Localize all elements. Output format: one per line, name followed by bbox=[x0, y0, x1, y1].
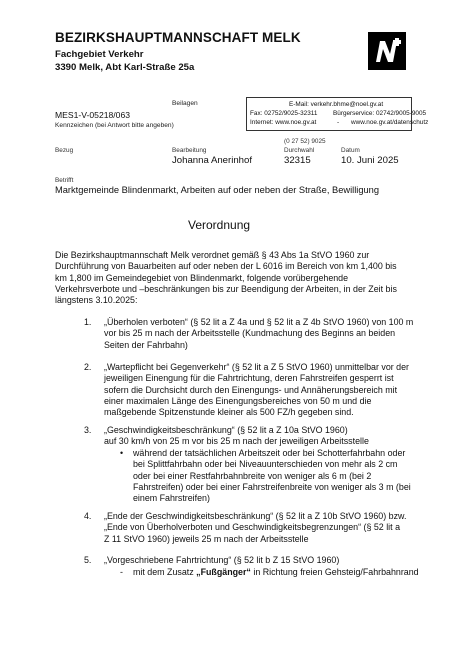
item-line: sofern die Durchsicht durch den Einengungs- und Annäherungsbereich mit bbox=[104, 384, 398, 395]
item-line: maßgebende Spitzenstunde kleiner als 500 FZ/h gegeben sind. bbox=[104, 407, 354, 418]
beilagen-label: Beilagen bbox=[172, 100, 198, 107]
item-line: Seiten der Fahrbahn) bbox=[104, 339, 188, 350]
betrifft-text: Marktgemeinde Blindenmarkt, Arbeiten auf oder neben der Straße, Bewilligung bbox=[55, 185, 380, 195]
document-title: Verordnung bbox=[188, 218, 251, 232]
reference-note: Kennzeichen (bei Antwort bitte angeben) bbox=[55, 122, 174, 129]
contact-citizen-service: Bürgerservice: 02742/9005-9005 bbox=[333, 110, 427, 117]
org-name: BEZIRKSHAUPTMANNSCHAFT MELK bbox=[55, 30, 301, 45]
item-number: 4. bbox=[84, 511, 92, 521]
item-number: 5. bbox=[84, 555, 92, 565]
sub-item-line: während der tatsächlichen Arbeitszeit oder bei Schotterfahrbahn oder bbox=[133, 448, 406, 458]
list-item bbox=[104, 555, 339, 566]
datum-value: 10. Juni 2025 bbox=[341, 155, 399, 166]
item-number: 3. bbox=[84, 425, 92, 435]
list-item bbox=[104, 511, 406, 545]
sub-item-text: in Richtung freien Gehsteig/Fahrbahnrand bbox=[250, 567, 419, 577]
sub-list-item bbox=[133, 567, 419, 578]
noe-logo-icon bbox=[368, 32, 406, 70]
item-line: „Überholen verboten“ (§ 52 lit a Z 4a und § 52 lit a Z 4b StVO 1960) von 100 m bbox=[104, 317, 414, 327]
betrifft-label: Betrifft bbox=[55, 177, 74, 184]
sub-item-line: einem Fahrstreifen) bbox=[133, 493, 210, 504]
item-line: „Wartepflicht bei Gegenverkehr“ (§ 52 lit a Z 5 StVO 1960) unmittelbar vor der bbox=[104, 362, 410, 372]
sub-item-line: Fahrstreifen) oder bei einer Fahrstreifenbreite von weniger als 3 m (bei bbox=[133, 481, 411, 492]
intro-paragraph bbox=[55, 250, 425, 306]
list-item bbox=[104, 317, 413, 351]
department: Fachgebiet Verkehr bbox=[55, 49, 144, 60]
contact-box bbox=[246, 97, 429, 131]
sub-item-line: oder bei einer Restfahrbahnbreite von weniger als 6 m (bei 2 bbox=[133, 470, 372, 481]
item-number: 1. bbox=[84, 317, 92, 327]
sub-list-item bbox=[133, 448, 411, 504]
bezug-label: Bezug bbox=[55, 147, 74, 154]
contact-internet: Internet: www.noe.gv.at bbox=[250, 119, 317, 126]
contact-dash: - bbox=[337, 119, 340, 126]
contact-privacy: www.noe.gv.at/datenschutz bbox=[351, 119, 429, 126]
dash-marker: - bbox=[120, 567, 123, 577]
sub-item-text: mit dem Zusatz bbox=[133, 567, 197, 577]
item-line: „Ende von Überholverboten und Geschwindigkeitsbegrenzungen“ (§ 52 lit a bbox=[104, 522, 401, 533]
item-line: „Ende der Geschwindigkeitsbeschränkung“ (§ 52 lit a Z 10b StVO 1960) bzw. bbox=[104, 511, 407, 521]
list-item bbox=[104, 362, 409, 418]
contact-email: E-Mail: verkehr.bhme@noel.gv.at bbox=[289, 101, 384, 108]
reference-code: MES1-V-05218/063 bbox=[55, 110, 131, 120]
item-line: Z 11 StVO 1960) jeweils 25 m nach der Arbeitsstelle bbox=[104, 533, 309, 544]
item-line: einer maximalen Länge des Einengungsbereiches von 50 m und die bbox=[104, 395, 372, 406]
contact-fax: Fax: 02752/9025-32311 bbox=[250, 110, 318, 117]
item-line: „Vorgeschriebene Fahrtrichtung“ (§ 52 lit b Z 15 StVO 1960) bbox=[104, 555, 340, 565]
org-address: 3390 Melk, Abt Karl-Straße 25a bbox=[55, 62, 195, 73]
intro-line: Die Bezirkshauptmannschaft Melk verordnet gemäß § 43 Abs 1a StVO 1960 zur bbox=[55, 250, 370, 260]
item-number: 2. bbox=[84, 362, 92, 372]
item-line: jeweiligen Einengung für die Fahrtrichtung, deren Fahrstreifen gesperrt ist bbox=[104, 373, 394, 384]
intro-line: km 1,800 im Gemeindegebiet von Blindenmarkt, folgende vorübergehende bbox=[55, 272, 349, 283]
intro-line: Durchführung von Bauarbeiten auf oder neben der L 6016 im Bereich von km 1,400 bis bbox=[55, 261, 397, 272]
item-line: vor bis 25 m nach der Arbeitsstelle (Kundmachung des Beginns an beiden bbox=[104, 328, 396, 339]
intro-line: längstens 3.10.2025: bbox=[55, 295, 138, 306]
noe-logo-graphic bbox=[368, 32, 406, 70]
phone-number: (0 27 52) 9025 bbox=[284, 138, 326, 145]
bearbeitung-label: Bearbeitung bbox=[172, 147, 207, 154]
bullet-icon: • bbox=[120, 448, 124, 458]
durchwahl-label: Durchwahl bbox=[284, 147, 315, 154]
item-line: „Geschwindigkeitsbeschränkung“ (§ 52 lit a Z 10a StVO 1960) bbox=[104, 425, 348, 435]
item-line: auf 30 km/h von 25 m vor bis 25 m nach der jeweiligen Arbeitsstelle bbox=[104, 436, 369, 447]
list-item bbox=[104, 425, 369, 448]
datum-label: Datum bbox=[341, 147, 360, 154]
intro-line: Verkehrsverbote und –beschränkungen bis zur Beendigung der Arbeiten, in der Zeit bis bbox=[55, 283, 397, 294]
durchwahl-value: 32315 bbox=[284, 155, 311, 166]
sub-item-emphasis: „Fußgänger“ bbox=[196, 567, 251, 577]
bearbeitung-value: Johanna Anerinhof bbox=[172, 155, 253, 166]
sub-item-line: bei Splittfahrbahn oder bei Niveauunterschieden von mehr als 2 cm bbox=[133, 459, 398, 470]
